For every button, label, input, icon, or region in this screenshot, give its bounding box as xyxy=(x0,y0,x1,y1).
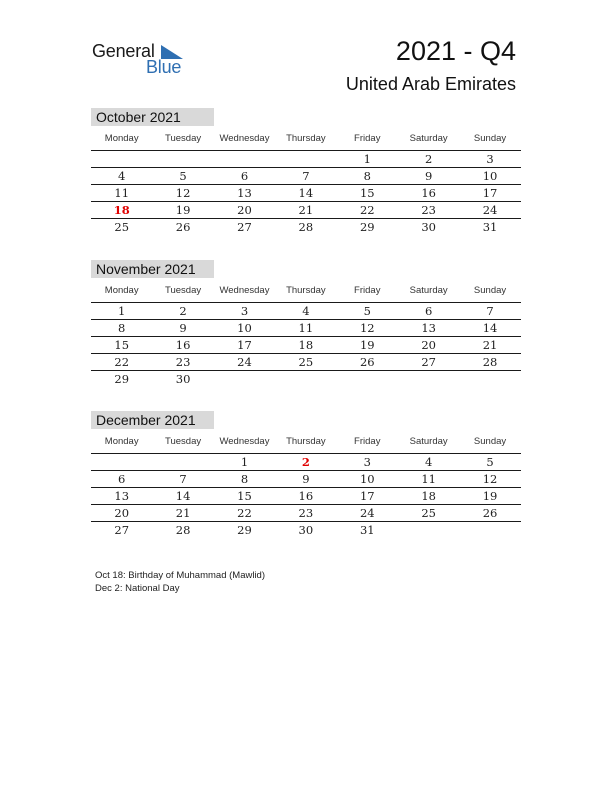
weekday-label: Wednesday xyxy=(219,285,270,296)
day-cell: 2 xyxy=(424,152,433,166)
day-cell xyxy=(459,522,520,538)
day-cell: 4 xyxy=(118,169,126,183)
day-cell: 24 xyxy=(359,506,375,520)
week-row xyxy=(91,371,521,387)
day-cell: 9 xyxy=(424,169,433,183)
day-cell: 18 xyxy=(113,203,130,217)
week-row xyxy=(91,337,521,354)
day-cell: 6 xyxy=(118,472,126,486)
weekday-label: Sunday xyxy=(473,285,507,296)
weekday-label: Friday xyxy=(354,436,381,447)
day-cell: 31 xyxy=(482,220,498,234)
day-cell: 26 xyxy=(175,220,191,234)
day-cell: 3 xyxy=(240,304,249,318)
day-cell: 23 xyxy=(298,506,314,520)
day-cell: 28 xyxy=(175,523,191,537)
day-cell: 12 xyxy=(482,472,498,486)
day-cell: 16 xyxy=(298,489,314,503)
day-cell xyxy=(91,454,152,470)
day-cell: 31 xyxy=(359,523,375,537)
day-cell xyxy=(214,371,275,387)
weekday-label: Thursday xyxy=(286,133,326,144)
day-cell xyxy=(152,151,213,167)
day-cell: 22 xyxy=(237,506,252,520)
day-cell: 30 xyxy=(175,372,191,386)
week-row xyxy=(91,488,521,505)
day-cell xyxy=(214,151,275,167)
day-cell: 16 xyxy=(421,186,436,200)
day-cell: 5 xyxy=(486,455,494,469)
day-cell: 2 xyxy=(179,304,187,318)
day-cell: 19 xyxy=(482,489,498,503)
day-cell: 23 xyxy=(421,203,436,217)
page-title: 2021 - Q4 xyxy=(395,36,516,66)
weekday-label: Tuesday xyxy=(165,133,202,144)
week-row xyxy=(91,202,521,219)
day-cell: 12 xyxy=(359,321,375,335)
day-cell: 15 xyxy=(359,186,375,200)
week-row xyxy=(91,454,521,471)
day-cell: 22 xyxy=(114,355,130,369)
day-cell xyxy=(398,371,459,387)
day-cell: 29 xyxy=(114,372,130,386)
day-cell: 27 xyxy=(237,220,252,234)
weekday-header-row xyxy=(91,280,521,303)
day-cell: 11 xyxy=(114,186,130,200)
day-cell: 30 xyxy=(421,220,436,234)
holiday-notes xyxy=(95,570,265,595)
day-cell xyxy=(275,371,336,387)
week-row xyxy=(91,354,521,371)
weekday-label: Wednesday xyxy=(219,133,270,144)
day-cell: 29 xyxy=(359,220,375,234)
week-row xyxy=(91,471,521,488)
day-cell: 15 xyxy=(237,489,252,503)
weekday-label: Monday xyxy=(104,285,139,296)
weekday-label: Sunday xyxy=(473,133,507,144)
day-cell: 8 xyxy=(363,169,371,183)
weekday-label: Monday xyxy=(104,133,139,144)
day-cell: 25 xyxy=(298,355,314,369)
weekday-label: Tuesday xyxy=(165,436,202,447)
day-cell xyxy=(459,371,520,387)
day-cell: 14 xyxy=(175,489,191,503)
day-cell: 21 xyxy=(298,203,314,217)
day-cell xyxy=(398,522,459,538)
day-cell: 28 xyxy=(482,355,498,369)
day-cell: 20 xyxy=(237,203,252,217)
day-cell: 6 xyxy=(240,169,249,183)
brand-logo xyxy=(92,41,202,81)
day-cell: 26 xyxy=(482,506,498,520)
day-cell: 11 xyxy=(421,472,436,486)
weekday-label: Thursday xyxy=(286,436,326,447)
day-cell: 25 xyxy=(114,220,130,234)
day-cell xyxy=(337,371,398,387)
day-cell: 17 xyxy=(482,186,498,200)
day-cell: 13 xyxy=(114,489,130,503)
day-cell: 1 xyxy=(363,152,371,166)
week-row xyxy=(91,185,521,202)
day-cell: 24 xyxy=(237,355,252,369)
day-cell: 6 xyxy=(424,304,433,318)
weekday-label: Saturday xyxy=(409,133,448,144)
day-cell: 21 xyxy=(482,338,498,352)
day-cell: 10 xyxy=(482,169,498,183)
day-cell: 3 xyxy=(363,455,371,469)
month-october xyxy=(91,108,521,235)
day-cell: 9 xyxy=(179,321,187,335)
day-cell: 8 xyxy=(240,472,249,486)
day-cell: 14 xyxy=(298,186,314,200)
weekday-header-row xyxy=(91,128,521,151)
day-cell: 21 xyxy=(175,506,191,520)
country-subtitle: United Arab Emirates xyxy=(345,74,516,94)
day-cell: 13 xyxy=(421,321,436,335)
day-cell: 15 xyxy=(114,338,130,352)
weekday-header-row xyxy=(91,431,521,454)
day-cell: 14 xyxy=(482,321,498,335)
day-cell: 20 xyxy=(114,506,130,520)
day-cell: 13 xyxy=(237,186,252,200)
day-cell: 29 xyxy=(237,523,252,537)
month-header: November 2021 xyxy=(91,260,214,278)
holiday-note: Dec 2: National Day xyxy=(95,582,180,594)
day-cell: 4 xyxy=(424,455,433,469)
weekday-label: Saturday xyxy=(409,436,448,447)
day-cell: 2 xyxy=(301,455,310,469)
day-cell: 1 xyxy=(118,304,126,318)
day-cell: 9 xyxy=(302,472,310,486)
day-cell: 16 xyxy=(175,338,191,352)
month-header: October 2021 xyxy=(91,108,214,126)
day-cell: 17 xyxy=(359,489,375,503)
day-cell: 4 xyxy=(302,304,310,318)
week-row xyxy=(91,522,521,538)
day-cell: 10 xyxy=(359,472,375,486)
day-cell xyxy=(91,151,152,167)
logo-text-general: General xyxy=(92,41,155,61)
day-cell: 18 xyxy=(421,489,436,503)
day-cell: 20 xyxy=(421,338,436,352)
weekday-label: Tuesday xyxy=(165,285,202,296)
day-cell xyxy=(275,151,336,167)
day-cell: 27 xyxy=(114,523,130,537)
day-cell: 17 xyxy=(237,338,252,352)
month-header: December 2021 xyxy=(91,411,214,429)
day-cell: 25 xyxy=(421,506,436,520)
day-cell: 22 xyxy=(359,203,375,217)
day-cell: 8 xyxy=(118,321,126,335)
day-cell: 5 xyxy=(179,169,187,183)
day-cell: 12 xyxy=(175,186,191,200)
day-cell: 1 xyxy=(240,455,249,469)
week-row xyxy=(91,219,521,235)
week-row xyxy=(91,303,521,320)
weekday-label: Sunday xyxy=(473,436,507,447)
week-row xyxy=(91,505,521,522)
day-cell xyxy=(152,454,213,470)
day-cell: 7 xyxy=(179,472,187,486)
day-cell: 7 xyxy=(486,304,494,318)
day-cell: 19 xyxy=(175,203,191,217)
month-november xyxy=(91,260,521,387)
day-cell: 18 xyxy=(298,338,314,352)
day-cell: 28 xyxy=(298,220,314,234)
logo-text-blue: Blue xyxy=(146,57,182,77)
week-row xyxy=(91,320,521,337)
day-cell: 24 xyxy=(482,203,498,217)
weekday-label: Friday xyxy=(354,285,381,296)
month-december xyxy=(91,411,521,538)
day-cell: 11 xyxy=(298,321,314,335)
holiday-note: Oct 18: Birthday of Muhammad (Mawlid) xyxy=(95,570,266,581)
day-cell: 3 xyxy=(486,152,494,166)
day-cell: 26 xyxy=(359,355,375,369)
weekday-label: Friday xyxy=(354,133,381,144)
week-row xyxy=(91,168,521,185)
day-cell: 30 xyxy=(298,523,314,537)
day-cell: 19 xyxy=(359,338,375,352)
day-cell: 10 xyxy=(237,321,252,335)
weekday-label: Wednesday xyxy=(219,436,270,447)
week-row xyxy=(91,151,521,168)
day-cell: 5 xyxy=(363,304,371,318)
weekday-label: Thursday xyxy=(286,285,326,296)
day-cell: 7 xyxy=(302,169,310,183)
weekday-label: Monday xyxy=(104,436,139,447)
day-cell: 27 xyxy=(421,355,436,369)
day-cell: 23 xyxy=(175,355,191,369)
weekday-label: Saturday xyxy=(409,285,448,296)
